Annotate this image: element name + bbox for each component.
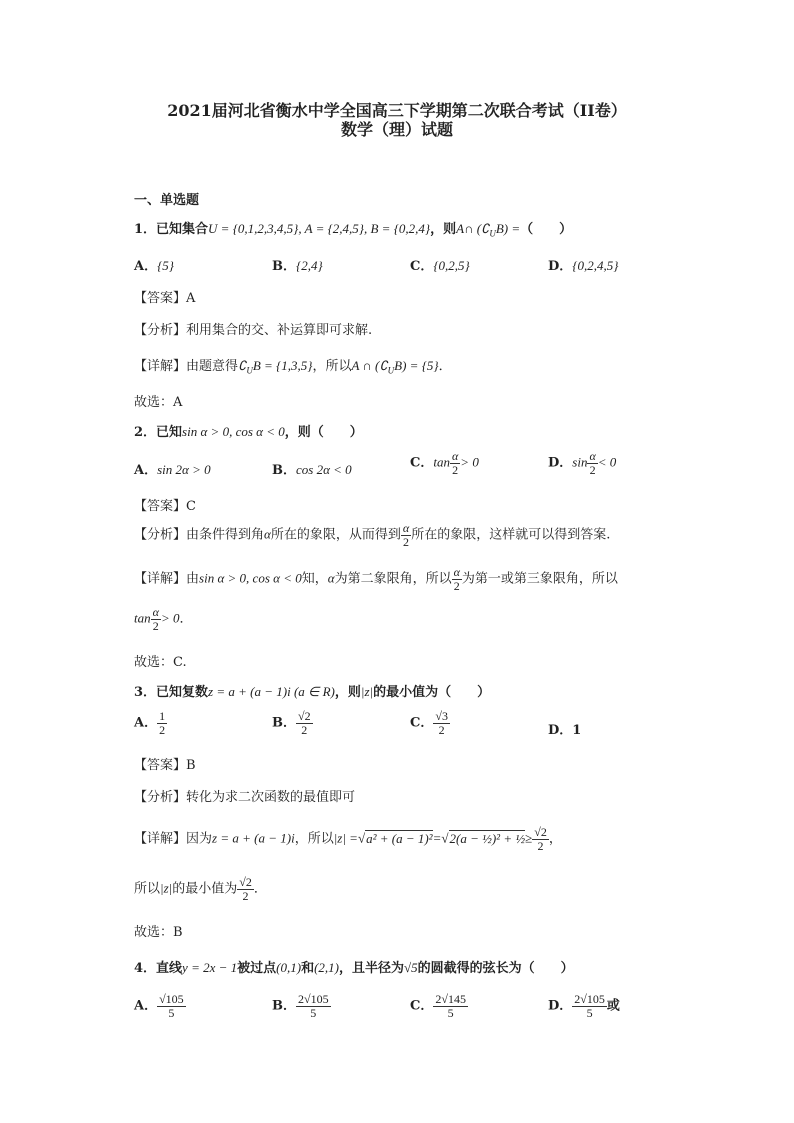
q3-stem: 3．已知复数z = a + (a − 1)i (a ∈ R)，则|z|的最小值为（ ） — [134, 684, 491, 700]
q2-stem: 2．已知sin α > 0, cos α < 0，则（ ） — [134, 424, 363, 440]
q2-analysis: 【分析】由条件得到角α所在的象限，从而得到 $\frac{\alpha}{2}$ 所在的象限，这样就可以得到答案. — [134, 521, 611, 549]
q4-option-c: C． $\frac{2√145}{5}$ — [410, 992, 466, 1020]
q3-option-d: D．1 — [548, 723, 582, 738]
q4-stem: 4．直线y = 2x − 1被过点(0,1)和(2,1)，且半径为√5的圆截得的弦长为（ ） — [134, 960, 574, 976]
q4-option-a: A． $\frac{√105}{5}$ — [134, 992, 184, 1020]
q4-option-d: D． $\frac{2√105}{5}$ 或 — [548, 992, 620, 1020]
q1-pick: 故选：A — [134, 395, 183, 410]
section-heading: 一、单选题 — [134, 193, 200, 208]
q1-option-d: D．{0,2,4,5} — [548, 258, 619, 274]
q1-stem: 1．已知集合U = {0,1,2,3,4,5}, A = {2,4,5}, B = {0,2,4}，则A∩ $(∁_UB)$ =（ ） — [134, 221, 573, 239]
q2-option-a: A．sin 2α > 0 — [134, 462, 211, 478]
q3-pick: 故选：B — [134, 925, 183, 940]
q2-option-c: C．tan $\frac{\alpha}{2}$ > 0 — [410, 449, 479, 477]
q3-analysis: 【分析】转化为求二次函数的最值即可 — [134, 790, 356, 805]
doc-subtitle: 数学（理）试题 — [340, 120, 453, 139]
q3-detail: 【详解】因为z = a + (a − 1)i，所以|z| =√a² + (a − 1)²=√2(a − ½)² + ½≥ $\frac{√2}{2}$ ， — [134, 825, 562, 853]
q3-option-c: C． $\frac{√3}{2}$ — [410, 709, 448, 737]
q1-option-a: A．{5} — [134, 258, 174, 274]
q2-pick: 故选：C. — [134, 655, 187, 670]
q1-answer: 【答案】A — [134, 291, 196, 306]
q2-option-b: B．cos 2α < 0 — [272, 462, 352, 478]
q3-option-b: B． $\frac{√2}{2}$ — [272, 709, 311, 737]
q3-answer: 【答案】B — [134, 758, 196, 773]
q1-option-b: B．{2,4} — [272, 258, 323, 274]
q3-detail-continued: 所以|z|的最小值为 $\frac{√2}{2}$ ． — [134, 875, 267, 903]
q1-analysis: 【分析】利用集合的交、补运算即可求解. — [134, 323, 373, 338]
q3-option-a: A． $\frac{1}{2}$ — [134, 709, 166, 737]
q2-detail: 【详解】由sin α > 0, cos α < 0知，α为第二象限角，所以 $\frac{\alpha}{2}$ 为第一或第三象限角，所以 — [134, 565, 618, 593]
doc-title: 2021届河北省衡水中学全国高三下学期第二次联合考试（II卷） — [167, 101, 627, 120]
q2-option-d: D．sin $\frac{\alpha}{2}$ < 0 — [548, 449, 617, 477]
q1-stem-math: U = {0,1,2,3,4,5}, A = {2,4,5}, B = {0,2,4} — [208, 221, 431, 236]
q1-detail: 【详解】由题意得$∁_UB = \{1,3,5\}$，所以A ∩ $(∁_UB) = \{5\}$． — [134, 358, 452, 376]
q2-answer: 【答案】C — [134, 499, 196, 514]
q2-detail-continued: tan $\frac{\alpha}{2}$ > 0． — [134, 605, 193, 633]
q1-option-c: C．{0,2,5} — [410, 258, 470, 274]
q4-option-b: B． $\frac{2√105}{5}$ — [272, 992, 329, 1020]
